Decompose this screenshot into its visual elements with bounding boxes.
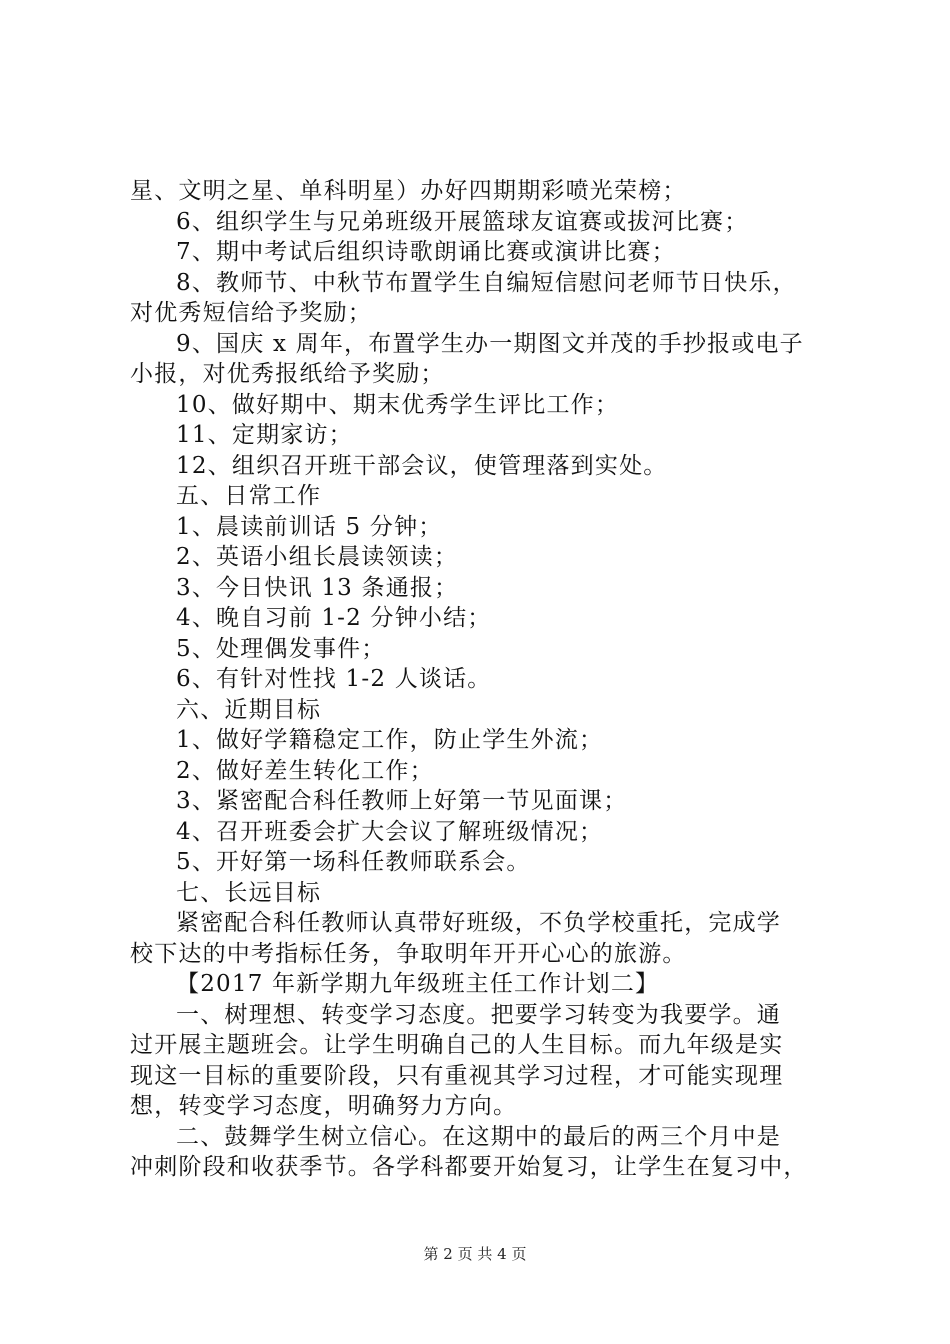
text-line: 紧密配合科任教师认真带好班级，不负学校重托，完成学 <box>176 910 781 936</box>
text-line: 冲刺阶段和收获季节。各学科都要开始复习，让学生在复习中， <box>130 1154 808 1180</box>
text-line: 3、今日快讯 13 条通报； <box>176 574 459 601</box>
text-line: 6、有针对性找 1-2 人谈话。 <box>176 666 492 692</box>
text-line: 五、日常工作 <box>176 483 322 509</box>
text-line: 5、开好第一场科任教师联系会。 <box>176 849 531 875</box>
text-line: 6、组织学生与兄弟班级开展篮球友谊赛或拔河比赛； <box>176 208 749 235</box>
text-line: 8、教师节、中秋节布置学生自编短信慰问老师节日快乐， <box>176 269 797 296</box>
text-line: 10、做好期中、期末优秀学生评比工作； <box>176 391 620 418</box>
text-line: 校下达的中考指标任务，争取明年开开心心的旅游。 <box>130 940 687 967</box>
text-line: 9、国庆 x 周年，布置学生办一期图文并茂的手抄报或电子 <box>176 330 804 357</box>
text-line: 4、晚自习前 1-2 分钟小结； <box>176 605 492 631</box>
text-line: 七、长远目标 <box>176 879 322 906</box>
text-line: 2、英语小组长晨读领读； <box>176 544 459 570</box>
text-line: 1、晨读前训话 5 分钟； <box>176 513 443 540</box>
text-line: 4、召开班委会扩大会议了解班级情况； <box>176 818 604 845</box>
text-line: 7、期中考试后组织诗歌朗诵比赛或演讲比赛； <box>176 239 676 265</box>
text-line: 六、近期目标 <box>176 696 322 723</box>
text-line: 小报，对优秀报纸给予奖励； <box>130 361 445 387</box>
text-line: 11、定期家访； <box>176 422 353 448</box>
text-line: 1、做好学籍稳定工作，防止学生外流； <box>176 727 604 753</box>
text-line: 5、处理偶发事件； <box>176 635 386 662</box>
text-line: 12、组织召开班干部会议，使管理落到实处。 <box>176 452 668 479</box>
text-line: 过开展主题班会。让学生明确自己的人生目标。而九年级是实 <box>130 1032 784 1058</box>
text-line: 3、紧密配合科任教师上好第一节见面课； <box>176 788 628 814</box>
document-body <box>130 176 830 1183</box>
text-line: 2、做好差生转化工作； <box>176 757 434 784</box>
text-line: 想，转变学习态度，明确努力方向。 <box>130 1093 518 1119</box>
text-line: 【2017 年新学期九年级班主任工作计划二】 <box>176 971 660 997</box>
page-footer: 第 2 页 共 4 页 <box>423 1245 527 1263</box>
text-line: 二、鼓舞学生树立信心。在这期中的最后的两三个月中是 <box>176 1123 781 1150</box>
text-line: 现这一目标的重要阶段，只有重视其学习过程，才可能实现理 <box>130 1062 784 1089</box>
text-line: 一、树理想、转变学习态度。把要学习转变为我要学。通 <box>176 1001 781 1028</box>
text-line: 星、文明之星、单科明星）办好四期期彩喷光荣榜； <box>130 178 687 204</box>
text-line: 对优秀短信给予奖励； <box>130 300 372 326</box>
